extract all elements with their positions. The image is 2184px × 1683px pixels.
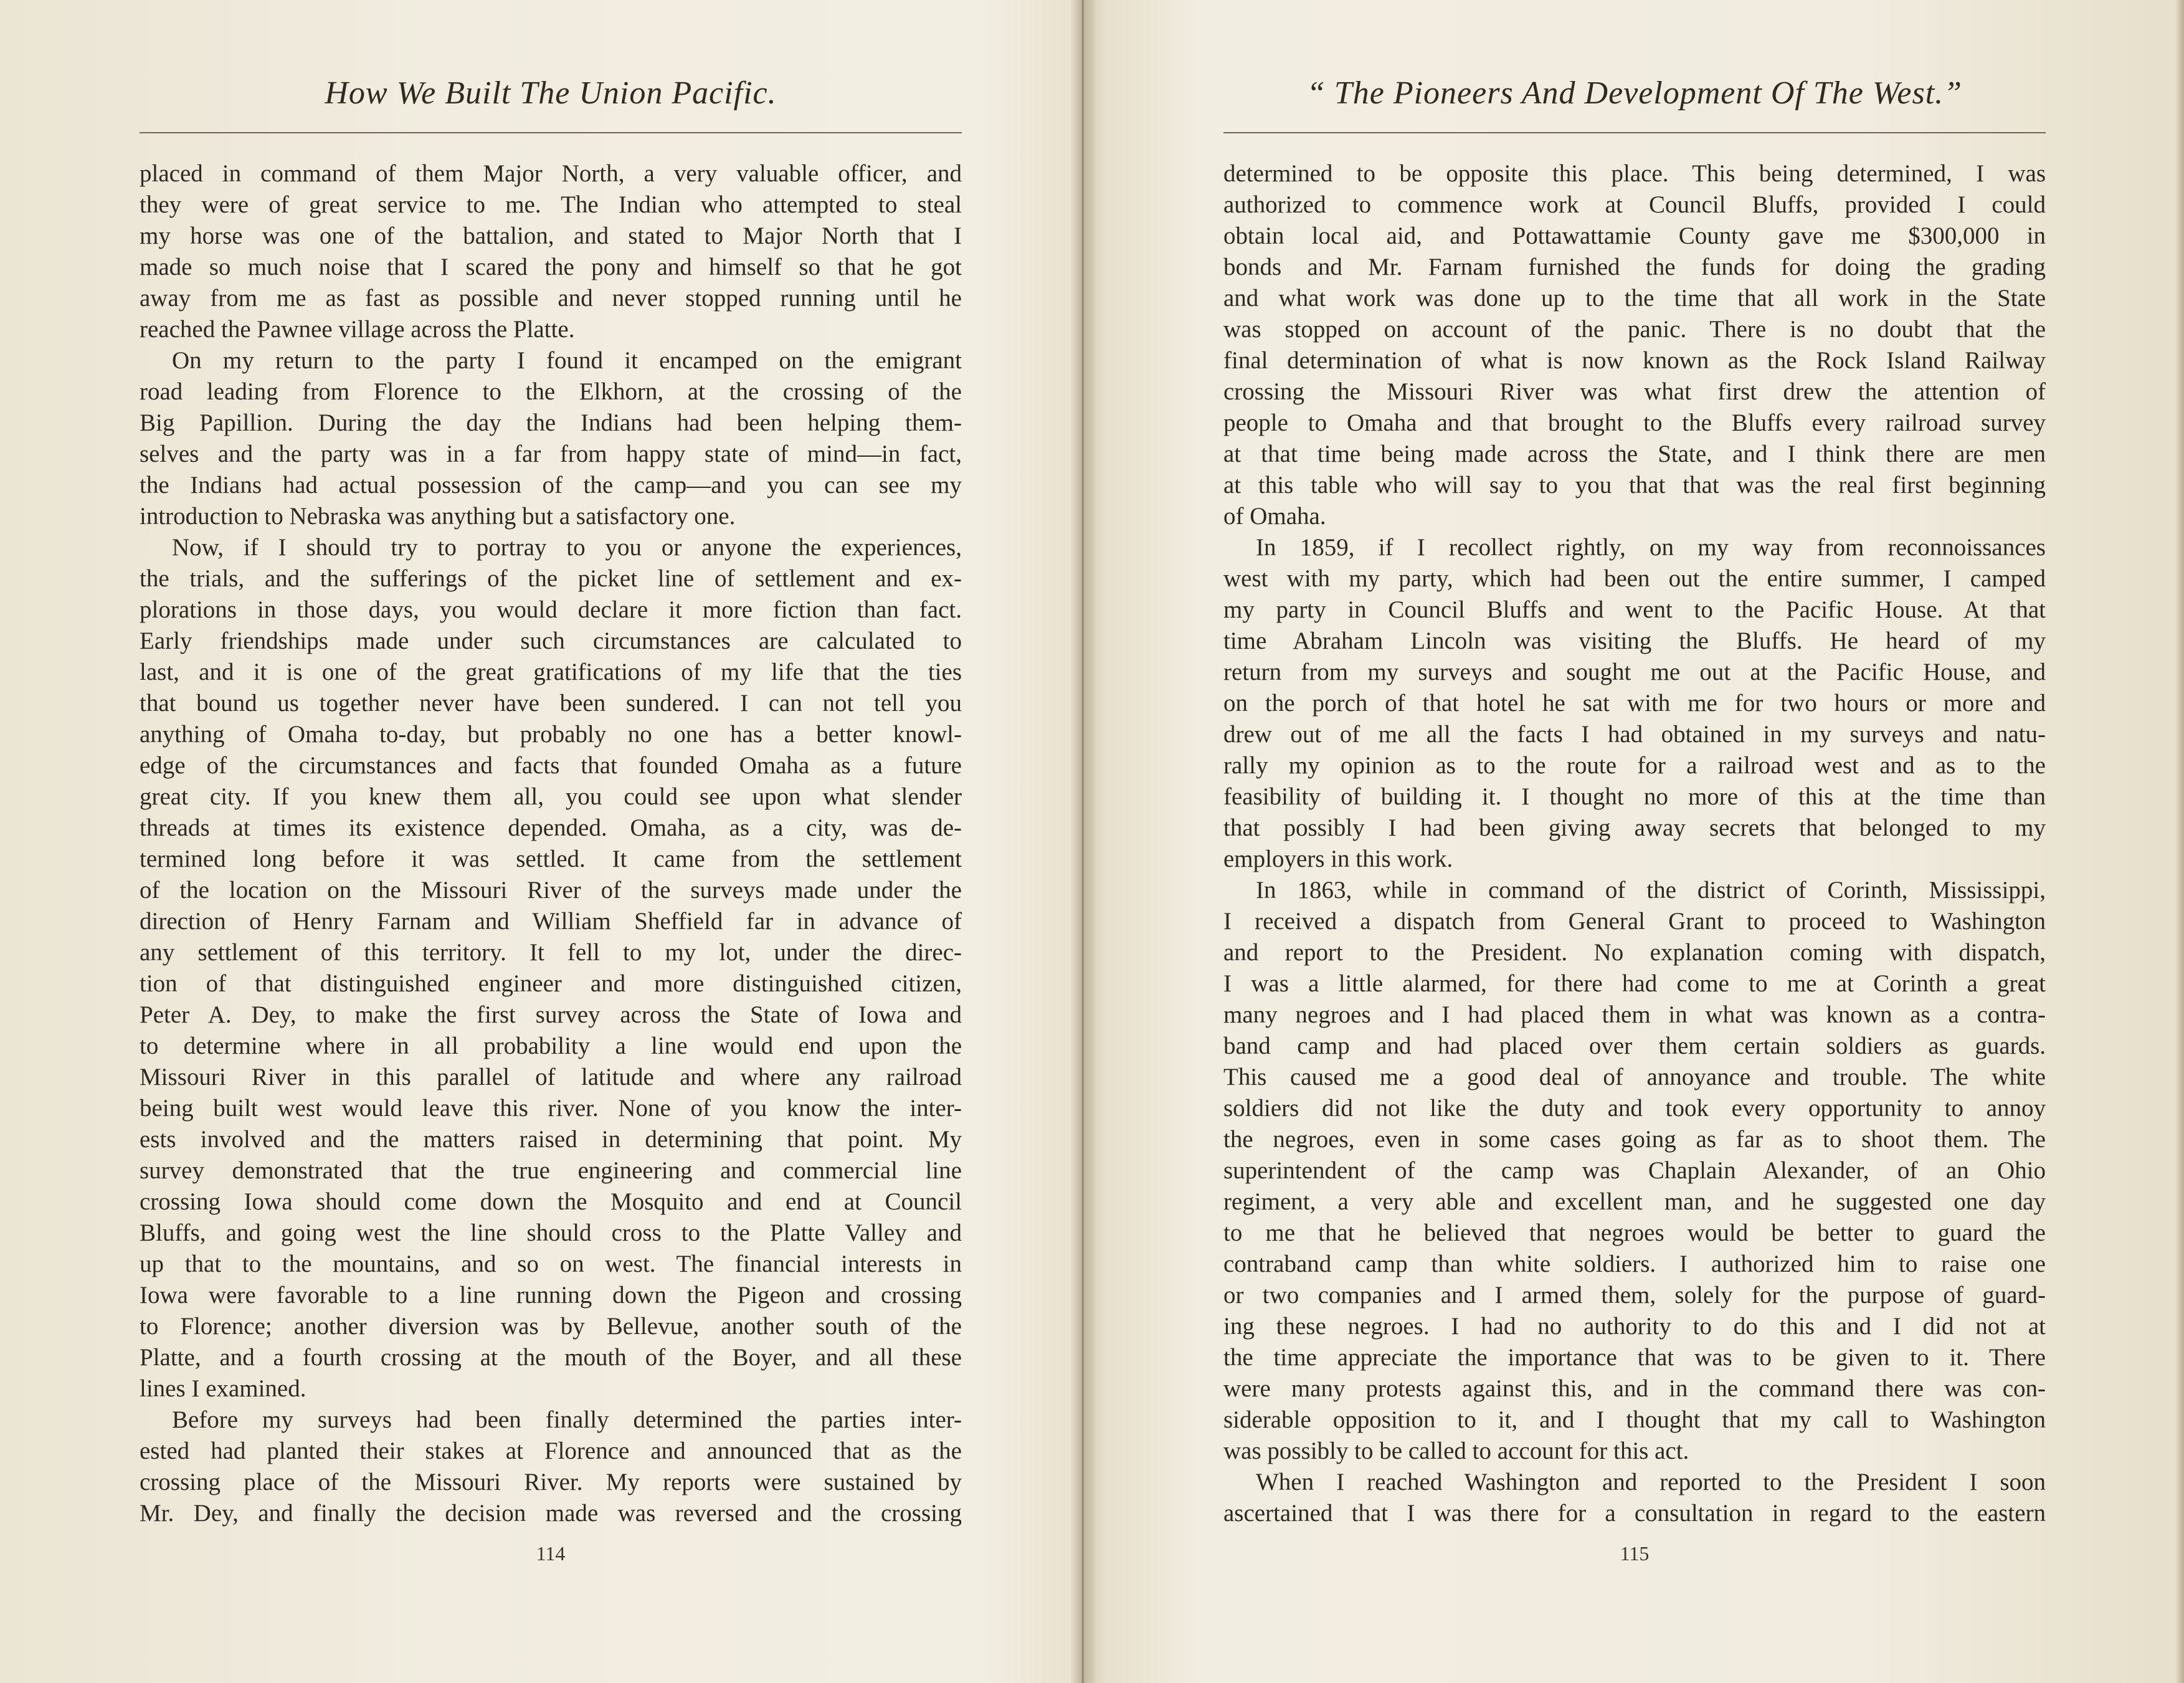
- text-line: was stopped on account of the panic. There is no doubt that the: [1223, 316, 2046, 343]
- page-edge: [2175, 0, 2184, 1683]
- text-line: lines I examined.: [140, 1375, 306, 1402]
- text-line: Before my surveys had been finally determined the parties inter-: [172, 1406, 962, 1433]
- text-line: and what work was done up to the time that all work in the State: [1223, 285, 2046, 312]
- text-line: west with my party, which had been out the entire summer, I camped: [1223, 565, 2046, 592]
- right-page-text: [1223, 158, 2046, 1529]
- text-line: In 1863, while in command of the district of Corinth, Mississippi,: [1256, 877, 2046, 903]
- text-line: rally my opinion as to the route for a railroad west and as to the: [1223, 752, 2046, 779]
- text-line: authorized to commence work at Council Bluffs, provided I could: [1223, 191, 2046, 218]
- text-line: employers in this work.: [1223, 846, 1453, 872]
- text-line: selves and the party was in a far from happy state of mind—in fact,: [140, 441, 962, 467]
- text-line: people to Omaha and that brought to the Bluffs every railroad survey: [1223, 409, 2046, 436]
- text-line: they were of great service to me. The Indian who attempted to steal: [140, 191, 962, 218]
- text-line: made so much noise that I scared the pony and himself so that he got: [140, 254, 962, 280]
- text-line: soldiers did not like the duty and took every opportunity to annoy: [1223, 1095, 2046, 1122]
- text-line: the Indians had actual possession of the camp—and you can see my: [140, 472, 962, 498]
- text-line: regiment, a very able and excellent man, and he suggested one day: [1223, 1188, 2046, 1215]
- header-rule: [140, 132, 962, 133]
- right-page: [1223, 0, 2046, 1683]
- text-line: Bluffs, and going west the line should cross to the Platte Valley and: [140, 1219, 962, 1246]
- left-page-text: [140, 158, 962, 1529]
- text-line: return from my surveys and sought me out at the Pacific House, and: [1223, 659, 2046, 685]
- text-line: to determine where in all probability a line would end upon the: [140, 1032, 962, 1059]
- text-line: Missouri River in this parallel of latitude and where any railroad: [140, 1064, 962, 1090]
- text-line: any settlement of this territory. It fell to my lot, under the direc-: [140, 939, 962, 966]
- text-line: Big Papillion. During the day the Indians had been helping them-: [140, 409, 962, 436]
- text-line: I was a little alarmed, for there had come to me at Corinth a great: [1223, 970, 2046, 997]
- text-line: When I reached Washington and reported to the President I soon: [1256, 1469, 2046, 1495]
- text-line: This caused me a good deal of annoyance and trouble. The white: [1223, 1064, 2046, 1090]
- right-page-number: 115: [1620, 1542, 1650, 1565]
- text-line: my party in Council Bluffs and went to the Pacific House. At that: [1223, 596, 2046, 623]
- text-line: reached the Pawnee village across the Platte.: [140, 316, 575, 343]
- text-line: final determination of what is now known as the Rock Island Railway: [1223, 347, 2046, 374]
- text-line: plorations in those days, you would declare it more fiction than fact.: [140, 596, 962, 623]
- text-line: on the porch of that hotel he sat with me for two hours or more and: [1223, 690, 2046, 717]
- text-line: Iowa were favorable to a line running down the Pigeon and crossing: [140, 1282, 962, 1309]
- text-line: or two companies and I armed them, solely for the purpose of guard-: [1223, 1282, 2046, 1309]
- text-line: I received a dispatch from General Grant to proceed to Washington: [1223, 908, 2046, 935]
- text-line: In 1859, if I recollect rightly, on my way from reconnoissances: [1256, 534, 2046, 561]
- text-line: away from me as fast as possible and never stopped running until he: [140, 285, 962, 312]
- text-line: tion of that distinguished engineer and more distinguished citizen,: [140, 970, 962, 997]
- text-line: feasibility of building it. I thought no more of this at the time than: [1223, 783, 2046, 810]
- text-line: crossing the Missouri River was what first drew the attention of: [1223, 378, 2046, 405]
- text-line: anything of Omaha to-day, but probably no one has a better knowl-: [140, 721, 962, 748]
- header-rule: [1223, 132, 2046, 133]
- text-line: of the location on the Missouri River of the surveys made under the: [140, 877, 962, 903]
- text-line: that possibly I had been giving away secrets that belonged to my: [1223, 814, 2046, 841]
- text-line: ing these negroes. I had no authority to do this and I did not at: [1223, 1313, 2046, 1340]
- text-line: ested had planted their stakes at Florence and announced that as the: [140, 1437, 962, 1464]
- text-line: great city. If you knew them all, you could see upon what slender: [140, 783, 962, 810]
- text-line: road leading from Florence to the Elkhorn, at the crossing of the: [140, 378, 962, 405]
- text-line: at this table who will say to you that that was the real first beginning: [1223, 472, 2046, 498]
- text-line: Now, if I should try to portray to you or anyone the experiences,: [172, 534, 962, 561]
- text-line: Early friendships made under such circumstances are calculated to: [140, 627, 962, 654]
- text-line: contraband camp than white soldiers. I authorized him to raise one: [1223, 1251, 2046, 1277]
- text-line: last, and it is one of the great gratifications of my life that the ties: [140, 659, 962, 685]
- text-line: crossing place of the Missouri River. My reports were sustained by: [140, 1469, 962, 1495]
- text-line: that bound us together never have been sundered. I can not tell you: [140, 690, 962, 717]
- text-line: Platte, and a fourth crossing at the mouth of the Boyer, and all these: [140, 1344, 962, 1371]
- text-line: threads at times its existence depended. Omaha, as a city, was de-: [140, 814, 962, 841]
- text-line: superintendent of the camp was Chaplain Alexander, of an Ohio: [1223, 1157, 2046, 1184]
- text-line: On my return to the party I found it encamped on the emigrant: [172, 347, 962, 374]
- text-line: time Abraham Lincoln was visiting the Bluffs. He heard of my: [1223, 627, 2046, 654]
- book-gutter: [1070, 0, 1095, 1683]
- text-line: bonds and Mr. Farnam furnished the funds for doing the grading: [1223, 254, 2046, 280]
- text-line: and report to the President. No explanation coming with dispatch,: [1223, 939, 2046, 966]
- left-page-number: 114: [536, 1542, 566, 1565]
- text-line: the negroes, even in some cases going as far as to shoot them. The: [1223, 1126, 2046, 1153]
- text-line: to Florence; another diversion was by Bellevue, another south of the: [140, 1313, 962, 1340]
- text-line: edge of the circumstances and facts that founded Omaha as a future: [140, 752, 962, 779]
- text-line: determined to be opposite this place. This being determined, I was: [1223, 160, 2046, 187]
- text-line: ests involved and the matters raised in determining that point. My: [140, 1126, 962, 1153]
- text-line: crossing Iowa should come down the Mosquito and end at Council: [140, 1188, 962, 1215]
- text-line: of Omaha.: [1223, 503, 1326, 530]
- text-line: many negroes and I had placed them in what was known as a contra-: [1223, 1001, 2046, 1028]
- text-line: my horse was one of the battalion, and stated to Major North that I: [140, 222, 962, 249]
- text-line: were many protests against this, and in the command there was con-: [1223, 1375, 2046, 1402]
- text-line: being built west would leave this river. None of you know the inter-: [140, 1095, 962, 1122]
- left-page: [140, 0, 962, 1683]
- text-line: to me that he believed that negroes would be better to guard the: [1223, 1219, 2046, 1246]
- text-line: ascertained that I was there for a consultation in regard to the eastern: [1223, 1500, 2046, 1527]
- text-line: direction of Henry Farnam and William Sheffield far in advance of: [140, 908, 962, 935]
- text-line: the time appreciate the importance that was to be given to it. There: [1223, 1344, 2046, 1371]
- text-line: up that to the mountains, and so on west. The financial interests in: [140, 1251, 962, 1277]
- text-line: was possibly to be called to account for this act.: [1223, 1437, 1689, 1464]
- text-line: introduction to Nebraska was anything but a satisfactory one.: [140, 503, 736, 530]
- text-line: survey demonstrated that the true engineering and commercial line: [140, 1157, 962, 1184]
- text-line: drew out of me all the facts I had obtained in my surveys and natu-: [1223, 721, 2046, 748]
- text-line: siderable opposition to it, and I thought that my call to Washington: [1223, 1406, 2046, 1433]
- right-running-head: “ The Pioneers And Development Of The West.”: [1306, 75, 1963, 111]
- text-line: the trials, and the sufferings of the picket line of settlement and ex-: [140, 565, 962, 592]
- left-running-head: How We Built The Union Pacific.: [325, 75, 777, 111]
- text-line: placed in command of them Major North, a very valuable officer, and: [140, 160, 962, 187]
- text-line: termined long before it was settled. It came from the settlement: [140, 846, 962, 872]
- text-line: band camp and had placed over them certain soldiers as guards.: [1223, 1032, 2046, 1059]
- text-line: Peter A. Dey, to make the first survey across the State of Iowa and: [140, 1001, 962, 1028]
- text-line: at that time being made across the State, and I think there are men: [1223, 441, 2046, 467]
- text-line: obtain local aid, and Pottawattamie County gave me $300,000 in: [1223, 222, 2046, 249]
- text-line: Mr. Dey, and finally the decision made was reversed and the crossing: [140, 1500, 962, 1527]
